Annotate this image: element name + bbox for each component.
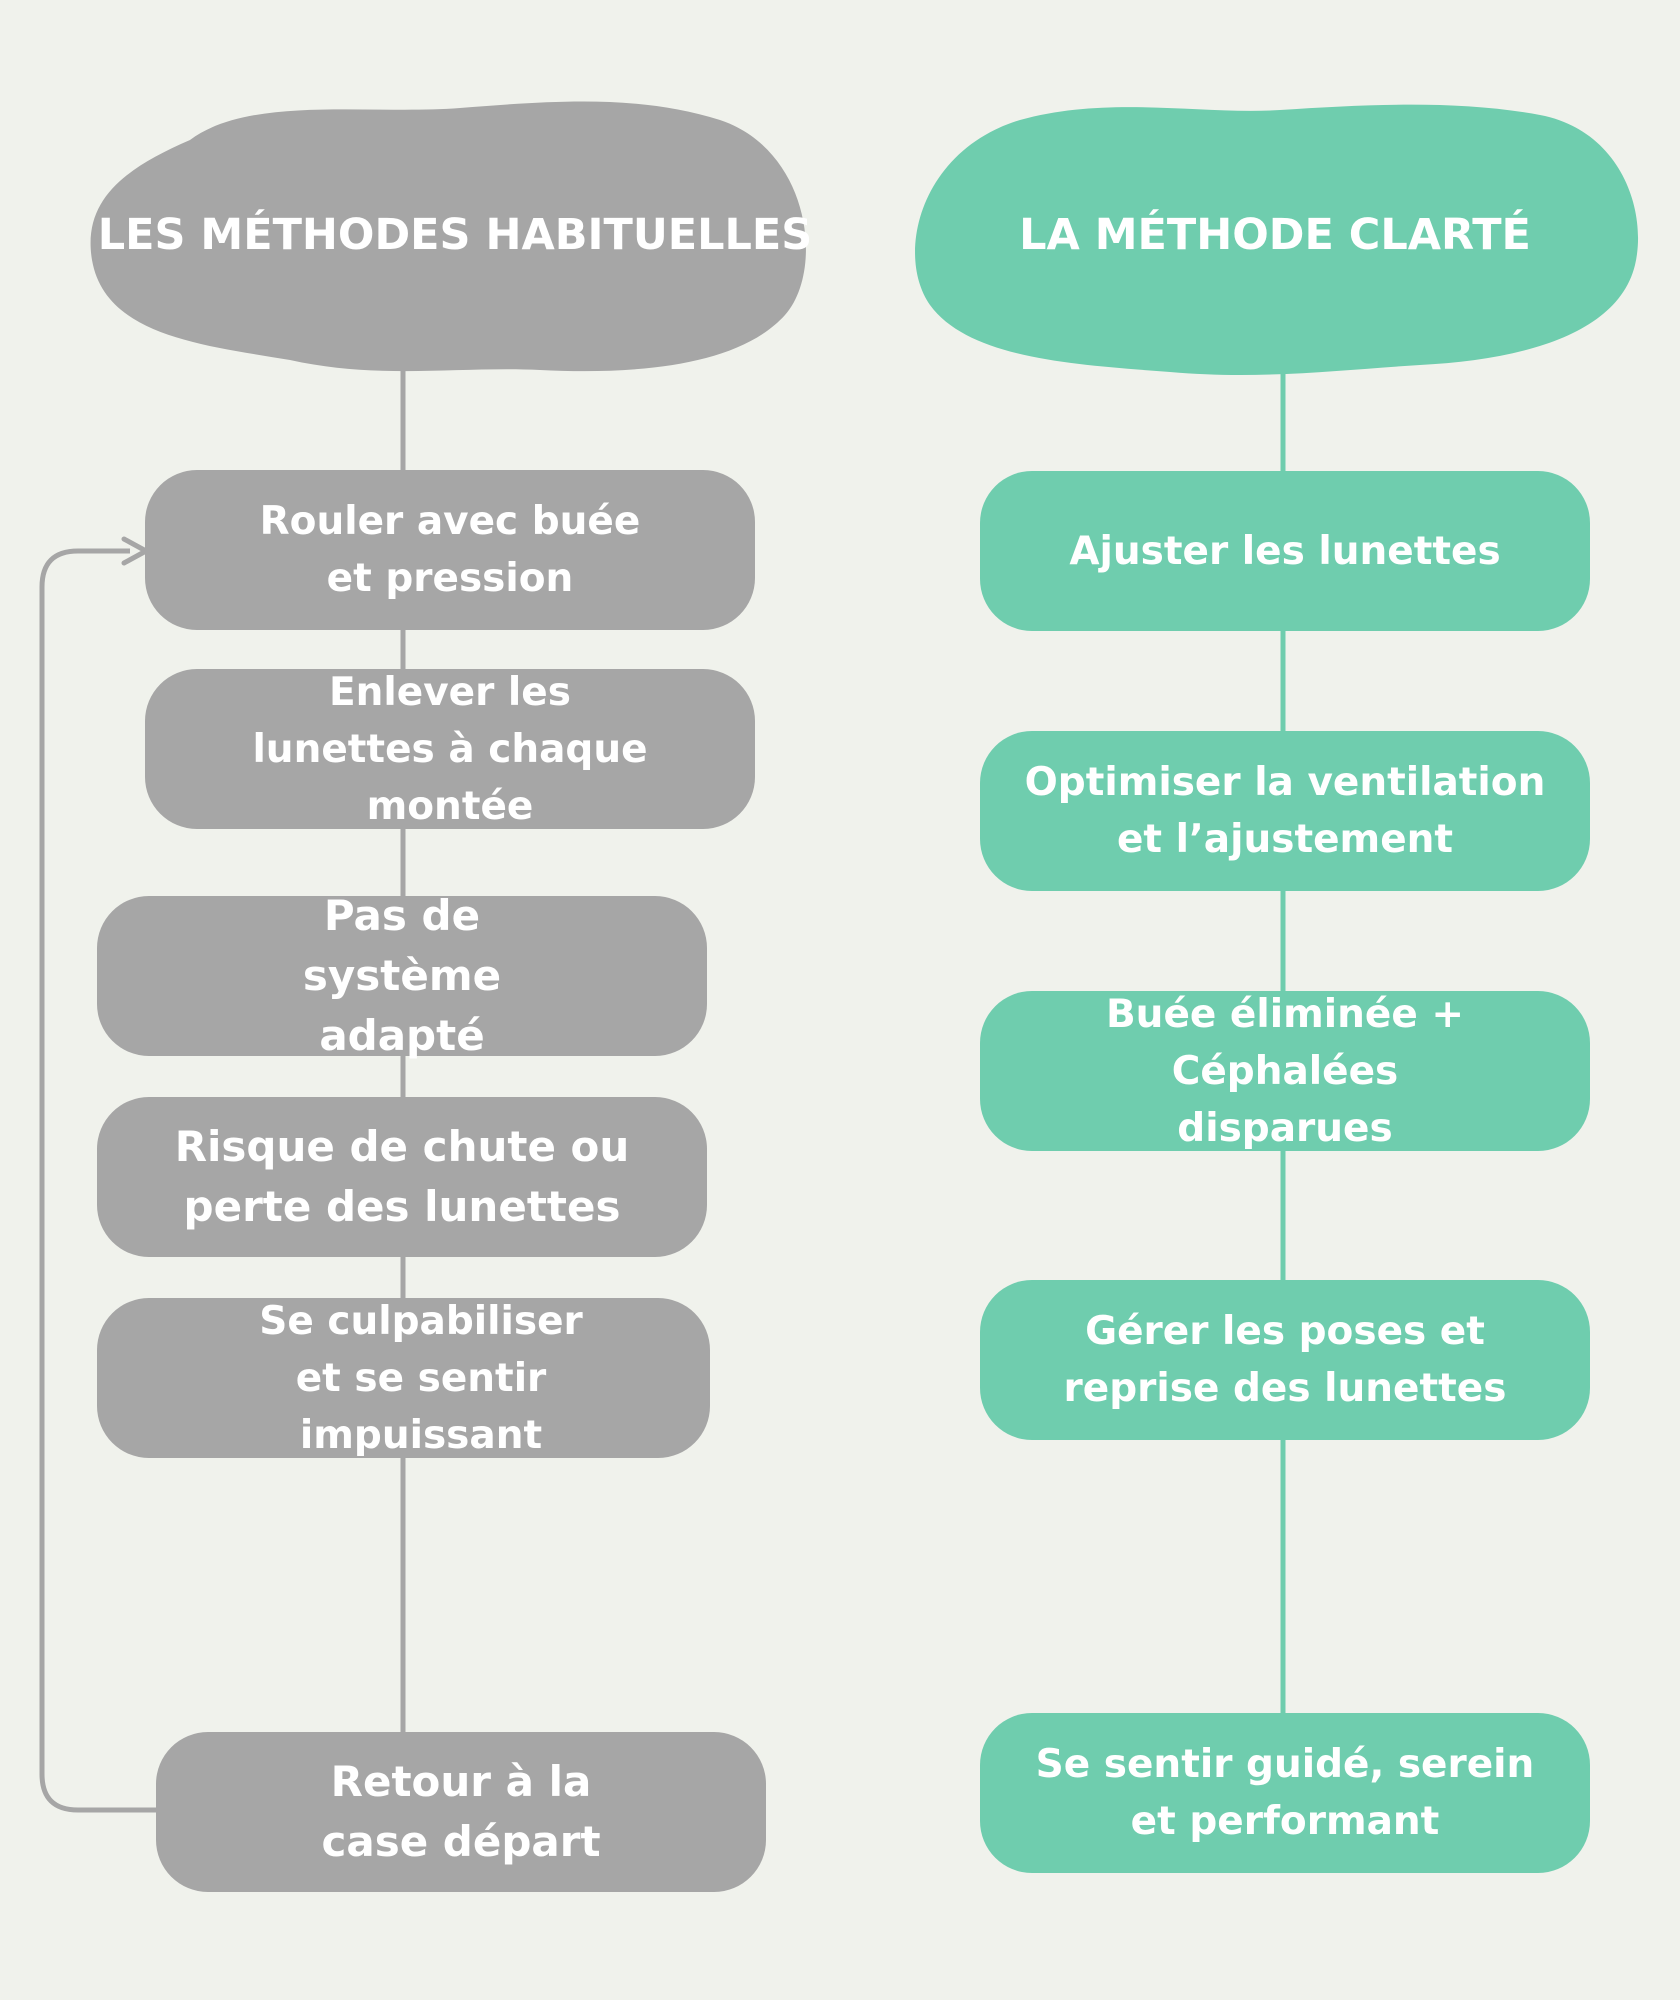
left-step-2-label: Enlever les lunettes à chaque montée: [252, 669, 648, 829]
right-step-4: [980, 1280, 1590, 1440]
left-step-6: [156, 1732, 766, 1892]
right-step-1: [980, 471, 1590, 631]
left-step-5: [97, 1298, 710, 1458]
left-step-5-label: Se culpabiliser et se sentir impuissant: [259, 1298, 583, 1458]
left-step-4: [97, 1097, 707, 1257]
left-column-title: LES MÉTHODES HABITUELLES: [97, 210, 813, 260]
right-step-2-label: Optimiser la ventilation et l’ajustement: [1024, 760, 1546, 862]
right-column-title: LA MÉTHODE CLARTÉ: [1019, 210, 1531, 260]
right-step-3: [980, 991, 1590, 1151]
right-header-blob: [900, 90, 1650, 380]
right-step-3-label: Buée éliminée + Céphalées disparues: [1105, 991, 1465, 1151]
left-step-6-label: Retour à la case départ: [321, 1757, 601, 1866]
right-step-5-label: Se sentir guidé, serein et performant: [1035, 1742, 1535, 1844]
left-step-1-label: Rouler avec buée et pression: [259, 499, 641, 601]
right-step-2: [980, 731, 1590, 891]
left-step-2: [145, 669, 755, 829]
left-step-3: [97, 891, 707, 1060]
left-step-3-label: Pas de système adapté: [302, 891, 502, 1060]
left-step-4-label: Risque de chute ou perte des lunettes: [174, 1122, 630, 1231]
left-header-blob: [80, 90, 830, 380]
right-step-1-label: Ajuster les lunettes: [1069, 528, 1501, 574]
left-step-1: [145, 470, 755, 630]
right-step-4-label: Gérer les poses et reprise des lunettes: [1063, 1309, 1507, 1411]
right-step-5: [980, 1713, 1590, 1873]
